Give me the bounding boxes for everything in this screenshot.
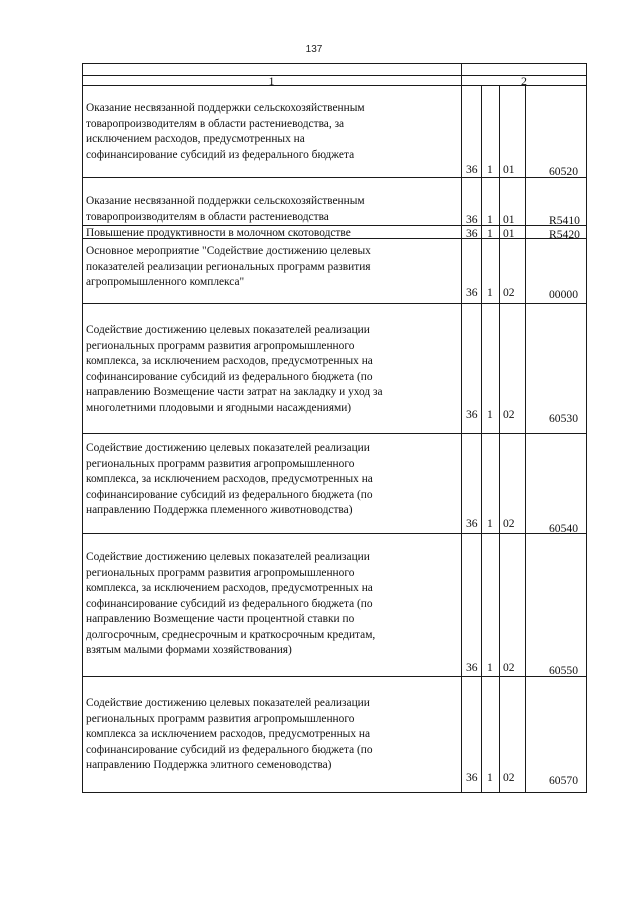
row-5-code-b: 1 xyxy=(487,408,493,421)
row-7-description: Содействие достижению целевых показателей реализации региональных программ развития агропромышленного комплекса, за исключением расходов, предусмотренных на софинансирование субсидий из федерального бюджета (по направлению Возмещение части процентной ставки по долгосрочным, среднесрочным и краткосрочным кредитам, взятым малыми формами хозяйствования) xyxy=(86,551,376,656)
row-3-code-b: 1 xyxy=(487,227,493,240)
row-1-code-d: 60520 xyxy=(549,165,578,178)
row-4-code-c: 02 xyxy=(503,286,515,299)
column-header-2: 2 xyxy=(521,74,527,88)
row-divider xyxy=(82,676,587,677)
row-5-code-a: 36 xyxy=(466,408,478,421)
row-6-code-c: 02 xyxy=(503,517,515,530)
row-2-code-d: R5410 xyxy=(549,214,580,227)
table-border-bottom xyxy=(82,792,587,793)
table-border-right xyxy=(586,63,587,793)
page-number: 137 xyxy=(305,44,323,55)
row-6-code-d: 60540 xyxy=(549,522,578,535)
row-1-description: Оказание несвязанной поддержки сельскохозяйственным товаропроизводителям в области растениеводства, за исключением расходов, предусмотренных на софинансирование субсидий из федерального бюджета xyxy=(86,102,365,161)
row-3-code-c: 01 xyxy=(503,227,515,240)
row-5-code-c: 02 xyxy=(503,408,515,421)
row-8-code-c: 02 xyxy=(503,771,515,784)
row-1-code-c: 01 xyxy=(503,163,515,176)
row-4-code-b: 1 xyxy=(487,286,493,299)
row-2-code-c: 01 xyxy=(503,213,515,226)
row-3-code-a: 36 xyxy=(466,227,478,240)
column-divider-main xyxy=(461,63,462,793)
column-header-1: 1 xyxy=(268,74,275,88)
row-3-code-d: R5420 xyxy=(549,228,580,241)
table-border-top xyxy=(82,63,587,64)
row-3-description: Повышение продуктивности в молочном скотоводстве xyxy=(86,227,351,239)
row-7-code-b: 1 xyxy=(487,661,493,674)
row-8-description: Содействие достижению целевых показателей реализации региональных программ развития агропромышленного комплекса за исключением расходов, предусмотренных на софинансирование субсидий из федерального бюджета (по направлению Поддержка элитного семеноводства) xyxy=(86,697,373,771)
row-divider xyxy=(82,433,587,434)
row-4-description: Основное мероприятие "Содействие достижению целевых показателей реализации региональных программ развития агропромышленного комплекса" xyxy=(86,245,371,288)
row-6-code-b: 1 xyxy=(487,517,493,530)
row-2-code-b: 1 xyxy=(487,213,493,226)
row-2-code-a: 36 xyxy=(466,213,478,226)
budget-table xyxy=(82,63,587,793)
row-divider xyxy=(82,177,587,178)
column-divider-a xyxy=(481,85,482,793)
row-divider xyxy=(82,303,587,304)
row-4-code-a: 36 xyxy=(466,286,478,299)
row-8-code-d: 60570 xyxy=(549,774,578,787)
row-6-description: Содействие достижению целевых показателей реализации региональных программ развития агропромышленного комплекса, за исключением расходов, предусмотренных на софинансирование субсидий из федерального бюджета (по направлению Поддержка племенного животноводства) xyxy=(86,442,373,516)
row-6-code-a: 36 xyxy=(466,517,478,530)
row-1-code-b: 1 xyxy=(487,163,493,176)
row-7-code-d: 60550 xyxy=(549,664,578,677)
row-1-code-a: 36 xyxy=(466,163,478,176)
row-7-code-c: 02 xyxy=(503,661,515,674)
column-divider-b xyxy=(499,85,500,793)
row-7-code-a: 36 xyxy=(466,661,478,674)
row-4-code-d: 00000 xyxy=(549,288,578,301)
row-2-description: Оказание несвязанной поддержки сельскохозяйственным товаропроизводителям в области растениеводства xyxy=(86,195,365,223)
row-8-code-a: 36 xyxy=(466,771,478,784)
column-divider-c xyxy=(525,85,526,793)
table-border-left xyxy=(82,63,83,793)
row-5-code-d: 60530 xyxy=(549,412,578,425)
row-8-code-b: 1 xyxy=(487,771,493,784)
row-divider xyxy=(82,533,587,534)
row-5-description: Содействие достижению целевых показателей реализации региональных программ развития агропромышленного комплекса, за исключением расходов, предусмотренных на софинансирование субсидий из федерального бюджета (по направлению Возмещение части затрат на закладку и уход за многолетними плодовыми и ягодными насаждениями) xyxy=(86,324,383,414)
